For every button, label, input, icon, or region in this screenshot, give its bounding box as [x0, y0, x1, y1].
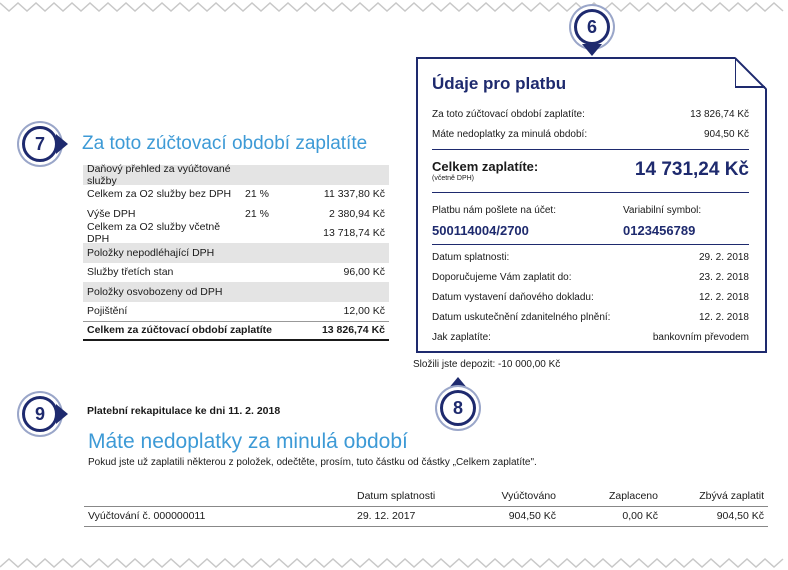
- arrears-title: Máte nedoplatky za minulá období: [88, 430, 408, 453]
- row-paid: 0,00 Kč: [622, 510, 658, 522]
- payment-row-arrears: Máte nedoplatky za minulá období: 904,50 Kč: [432, 129, 749, 140]
- variable-symbol-label: Variabilní symbol:: [623, 205, 702, 216]
- account-number[interactable]: 500114004/2700: [432, 223, 529, 238]
- payment-total-label: Celkem zaplatíte:: [432, 159, 539, 174]
- badge-8: 8: [440, 390, 476, 426]
- payment-detail-row: Datum splatnosti: 29. 2. 2018: [432, 252, 749, 263]
- header-paid: Zaplaceno: [608, 490, 658, 502]
- payment-total-value: 14 731,24 Kč: [634, 159, 749, 180]
- badge-9: 9: [22, 396, 58, 432]
- table-row: Celkem za O2 služby bez DPH 21 % 11 337,80 Kč: [87, 188, 385, 201]
- header-due: Datum splatnosti: [357, 490, 436, 502]
- row-due: 29. 12. 2017: [357, 510, 416, 522]
- row-billed: 904,50 Kč: [508, 510, 556, 522]
- variable-symbol-value[interactable]: 0123456789: [623, 223, 696, 238]
- header-remaining: Zbývá zaplatit: [699, 490, 764, 502]
- table-row: Celkem za O2 služby včetně DPH 13 718,74 Kč: [87, 221, 385, 246]
- table-row: Služby třetích stan 96,00 Kč: [87, 266, 385, 279]
- payment-recap-heading: Platební rekapitulace ke dni 11. 2. 2018: [87, 405, 281, 417]
- table-row: [84, 508, 768, 527]
- tax-summary-table: [83, 162, 389, 341]
- header-billed: Vyúčtováno: [501, 490, 556, 502]
- arrears-note: Pokud jste už zaplatili některou z položek, odečtěte, prosím, tuto částku od částky „Celkem zaplatíte".: [88, 457, 537, 468]
- badge-6: 6: [574, 9, 610, 45]
- table-section-row: Položky nepodléhající DPH: [83, 243, 389, 263]
- row-name: Vyúčtování č. 000000011: [88, 510, 206, 522]
- account-label: Platbu nám pošlete na účet:: [432, 205, 556, 216]
- top-zigzag-edge: [0, 0, 788, 14]
- table-row: Pojištění 12,00 Kč: [87, 305, 385, 318]
- payment-detail-row: Datum vystavení daňového dokladu: 12. 2. 2018: [432, 292, 749, 303]
- bottom-zigzag-edge: [0, 556, 788, 570]
- badge-7: 7: [22, 126, 58, 162]
- payment-detail-row: Datum uskutečnění zdanitelného plnění: 12. 2. 2018: [432, 312, 749, 323]
- table-row: Výše DPH 21 % 2 380,94 Kč: [87, 207, 385, 220]
- badge-9-pointer: [56, 404, 68, 424]
- payment-total-sub: (včetně DPH): [432, 175, 475, 182]
- folded-corner-icon: [735, 57, 767, 89]
- deposit-note: Složili jste depozit: -10 000,00 Kč: [413, 359, 561, 370]
- badge-7-pointer: [56, 134, 68, 154]
- badge-6-pointer: [582, 44, 602, 56]
- payment-detail-row: Doporučujeme Vám zaplatit do: 23. 2. 2018: [432, 272, 749, 283]
- section-title-period: Za toto zúčtovací období zaplatíte: [82, 133, 368, 154]
- payment-title: Údaje pro platbu: [432, 74, 567, 93]
- row-remaining: 904,50 Kč: [716, 510, 764, 522]
- table-total-row: Celkem za zúčtovací období zaplatíte 13 826,74 Kč: [83, 321, 389, 341]
- payment-row-period: Za toto zúčtovací období zaplatíte: 13 826,74 Kč: [432, 109, 749, 120]
- table-section-row: Daňový přehled za vyúčtované služby: [83, 165, 389, 185]
- payment-detail-row: Jak zaplatíte: bankovním převodem: [432, 332, 749, 343]
- badge-8-pointer: [448, 377, 468, 389]
- table-section-row: Položky osvobozeny od DPH: [83, 282, 389, 302]
- arrears-table-header: [84, 488, 768, 507]
- payment-details-box: [416, 57, 767, 353]
